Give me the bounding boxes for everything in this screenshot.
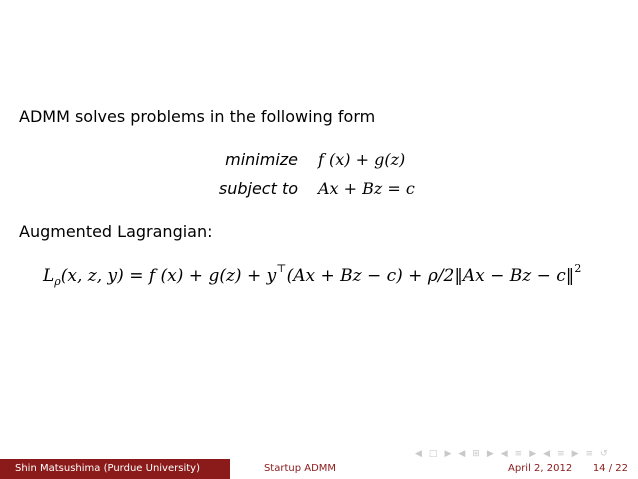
augmented-lagrangian-title: Augmented Lagrangian:	[19, 222, 213, 241]
footer-date: April 2, 2012	[508, 463, 573, 474]
constraint-expression: Ax + Bz = c	[318, 179, 415, 198]
footer-author: Shin Matsushima (Purdue University)	[0, 459, 230, 479]
slide-footer	[0, 459, 638, 479]
optimization-row-2	[0, 179, 638, 199]
footer-title: Startup ADMM	[230, 459, 370, 479]
intro-text: ADMM solves problems in the following form	[19, 107, 376, 126]
transpose-symbol: ⊤	[276, 262, 287, 275]
nav-prev-frame-icon[interactable]: ◀	[415, 448, 422, 459]
rho-subscript: ρ	[54, 275, 61, 288]
nav-part-icon[interactable]: ≡	[557, 448, 565, 459]
nav-subsection-icon[interactable]: ⊞	[472, 448, 480, 459]
nav-prev-section-icon[interactable]: ◀	[500, 448, 508, 459]
power-symbol: 2	[574, 262, 582, 275]
nav-next-subsection-icon[interactable]: ▶	[486, 448, 494, 459]
nav-next-part-icon[interactable]: ▶	[571, 448, 579, 459]
footer-page-number: 14 / 22	[592, 463, 628, 474]
equation-tail: (Ax + Bz − c) + ρ/2‖Ax − Bz − c‖	[286, 266, 575, 286]
nav-prev-subsection-icon[interactable]: ◀	[458, 448, 466, 459]
nav-search-icon[interactable]: ↺	[600, 448, 608, 459]
nav-frame-icon[interactable]: □	[428, 448, 438, 459]
nav-menu-icon[interactable]: ≡	[585, 448, 594, 459]
nav-next-section-icon[interactable]: ▶	[529, 448, 537, 459]
nav-section-icon[interactable]: ≡	[514, 448, 523, 459]
optimization-row-1	[0, 150, 638, 170]
minimize-label: minimize	[225, 150, 298, 169]
nav-prev-part-icon[interactable]: ◀	[543, 448, 551, 459]
augmented-lagrangian-equation	[43, 263, 581, 287]
objective-expression: f (x) + g(z)	[318, 150, 406, 169]
equation-args: (x, z, y) = f (x) + g(z) + y	[60, 266, 277, 286]
subject-to-label: subject to	[218, 179, 298, 198]
lhs-symbol: L	[43, 266, 55, 286]
footer-right	[370, 459, 638, 479]
nav-next-frame-icon[interactable]: ▶	[444, 448, 452, 459]
